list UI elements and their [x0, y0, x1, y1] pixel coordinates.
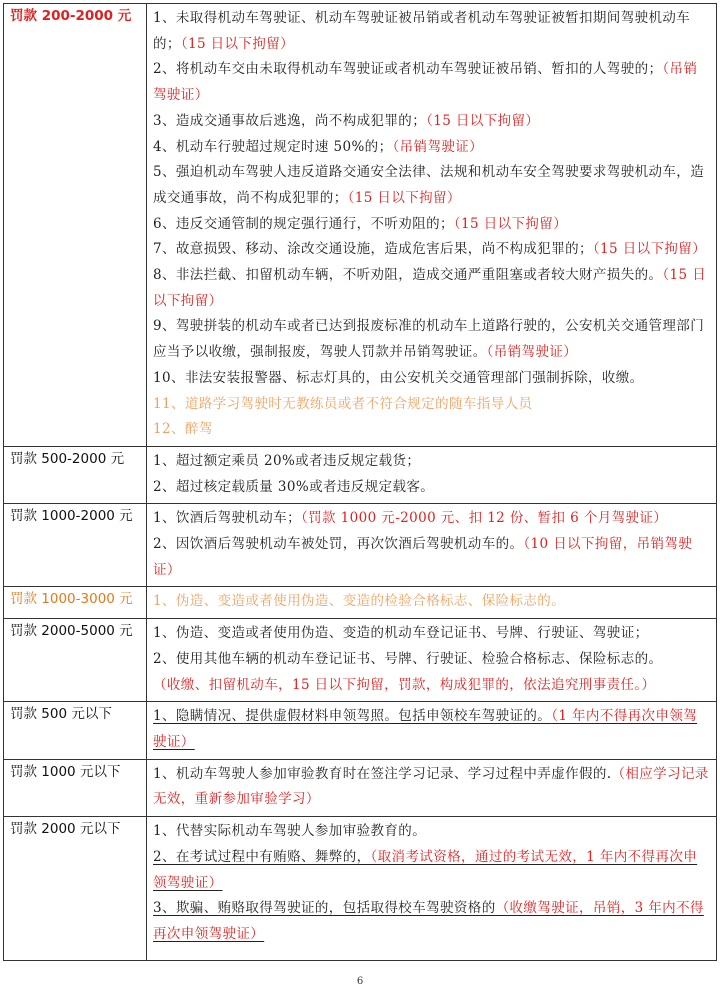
list-item: 12、醉驾 [153, 421, 213, 438]
penalty-note: （吊销驾驶证） [153, 61, 698, 104]
table-row [4, 446, 717, 503]
penalty-note: （吊销驾驶证） [392, 138, 484, 155]
table-row [4, 817, 717, 961]
list-item: 1、伪造、变造或者使用伪造、变造的机动车登记证书、号牌、行驶证、驾驶证； [153, 625, 649, 642]
penalty-note: （1 年内不得再次申领驾驶证） [153, 708, 698, 750]
fine-category: 罚款 1000-3000 元 [4, 587, 147, 619]
penalty-note: （10 日以下拘留，吊销驾驶证） [153, 536, 693, 578]
list-item: 1、代替实际机动车驾驶人参加审验教育的。 [153, 823, 427, 840]
list-item: 2、在考试过程中有贿赂、舞弊的，（取消考试资格，通过的考试无效，1 年内不得再次申领驾驶证） [153, 848, 698, 891]
list-item: 2、使用其他车辆的机动车登记证书、号牌、行驶证、检验合格标志、保险标志的。 [153, 650, 663, 667]
penalty-note: （15 日以下拘留） [347, 189, 461, 206]
penalty-note: （罚款 1000 元-2000 元、扣 12 份、暂扣 6 个月驾驶证） [301, 510, 668, 527]
violation-list [147, 759, 717, 816]
list-item: 1、机动车驾驶人参加审验教育时在签注学习记录、学习过程中弄虚作假的.（相应学习记录无效，重新参加审验学习） [153, 765, 709, 808]
penalty-note: （15 日以下拘留） [592, 241, 707, 258]
violation-list [147, 4, 717, 447]
table-row [4, 4, 717, 447]
penalty-table [3, 3, 717, 961]
list-item: 8、非法拦截、扣留机动车辆，不听劝阻，造成交通严重阻塞或者较大财产损失的。（15 日以下拘留） [153, 267, 707, 309]
fine-category: 罚款 1000 元以下 [4, 759, 147, 816]
violation-list [147, 504, 717, 587]
violation-list [147, 587, 717, 619]
penalty-note: （15 日以下拘留） [453, 215, 568, 232]
violation-list [147, 619, 717, 702]
list-item: 2、将机动车交由未取得机动车驾驶证或者机动车驾驶证被吊销、暂扣的人驾驶的；（吊销驾驶证） [153, 61, 698, 104]
violation-list [147, 446, 717, 503]
fine-category: 罚款 500 元以下 [4, 702, 147, 759]
table-row [4, 759, 717, 816]
violation-list [147, 702, 717, 759]
list-item: 1、超过额定乘员 20%或者违反规定载货； [153, 452, 421, 469]
fine-category: 罚款 500-2000 元 [4, 446, 147, 503]
list-item: 3、造成交通事故后逃逸，尚不构成犯罪的；（15 日以下拘留） [153, 112, 540, 129]
list-item: 1、饮酒后驾驶机动车；（罚款 1000 元-2000 元、扣 12 份、暂扣 6 个月驾驶证） [153, 510, 668, 527]
page-number: 6 [356, 976, 364, 987]
penalty-note: （收缴驾驶证，吊销，3 年内不得再次申领驾驶证） [153, 900, 704, 942]
table-row [4, 504, 717, 587]
list-item: 2、因饮酒后驾驶机动车被处罚，再次饮酒后驾驶机动车的。（10 日以下拘留，吊销驾驶证） [153, 536, 693, 578]
list-item: 1、伪造、变造或者使用伪造、变造的检验合格标志、保险标志的。 [153, 593, 566, 610]
fine-category: 罚款 2000-5000 元 [4, 619, 147, 702]
fine-category: 罚款 1000-2000 元 [4, 504, 147, 587]
table-row [4, 619, 717, 702]
list-item: 5、强迫机动车驾驶人违反道路交通安全法律、法规和机动车安全驾驶要求驾驶机动车，造成交通事故，尚不构成犯罪的；（15 日以下拘留） [153, 164, 705, 206]
table-row [4, 702, 717, 759]
list-item: 10、非法安装报警器、标志灯具的，由公安机关交通管理部门强制拆除，收缴。 [153, 369, 644, 386]
list-item: 1、未取得机动车驾驶证、机动车驾驶证被吊销或者机动车驾驶证被暂扣期间驾驶机动车的；（15 日以下拘留） [153, 10, 691, 52]
penalty-note: （收缴、扣留机动车，15 日以下拘留，罚款，构成犯罪的，依法追究刑事责任。） [153, 676, 656, 693]
penalty-note: （取消考试资格，通过的考试无效，1 年内不得再次申领驾驶证） [153, 848, 698, 891]
list-item: 9、驾驶拼装的机动车或者已达到报废标准的机动车上道路行驶的，公安机关交通管理部门应当予以收缴，强制报废，驾驶人罚款并吊销驾驶证。（吊销驾驶证） [153, 318, 705, 361]
list-item: 1、隐瞒情况、提供虚假材料申领驾照。包括申领校车驾驶证的。（1 年内不得再次申领驾驶证） [153, 708, 698, 750]
list-item: 7、故意损毁、移动、涂改交通设施，造成危害后果，尚不构成犯罪的；（15 日以下拘留） [153, 241, 707, 258]
penalty-note: （相应学习记录无效，重新参加审验学习） [153, 765, 709, 808]
list-item: 3、欺骗、贿赂取得驾驶证的，包括取得校车驾驶资格的（收缴驾驶证，吊销，3 年内不得再次申领驾驶证） [153, 900, 704, 942]
fine-category: 罚款 200-2000 元 [4, 4, 147, 447]
list-item: 4、机动车行驶超过规定时速 50%的；（吊销驾驶证） [153, 138, 484, 155]
penalty-note: （吊销驾驶证） [486, 344, 578, 361]
table-row [4, 587, 717, 619]
list-item: 2、超过核定载质量 30%或者违反规定载客。 [153, 478, 435, 495]
penalty-note: （15 日以下拘留） [180, 35, 295, 52]
penalty-note: （15 日以下拘留） [426, 112, 540, 129]
fine-category: 罚款 2000 元以下 [4, 817, 147, 961]
violation-list [147, 817, 717, 961]
list-item: 6、违反交通管制的规定强行通行，不听劝阻的；（15 日以下拘留） [153, 215, 568, 232]
list-item: 11、道路学习驾驶时无教练员或者不符合规定的随车指导人员 [153, 395, 533, 412]
penalty-note: （15 日以下拘留） [153, 267, 707, 309]
